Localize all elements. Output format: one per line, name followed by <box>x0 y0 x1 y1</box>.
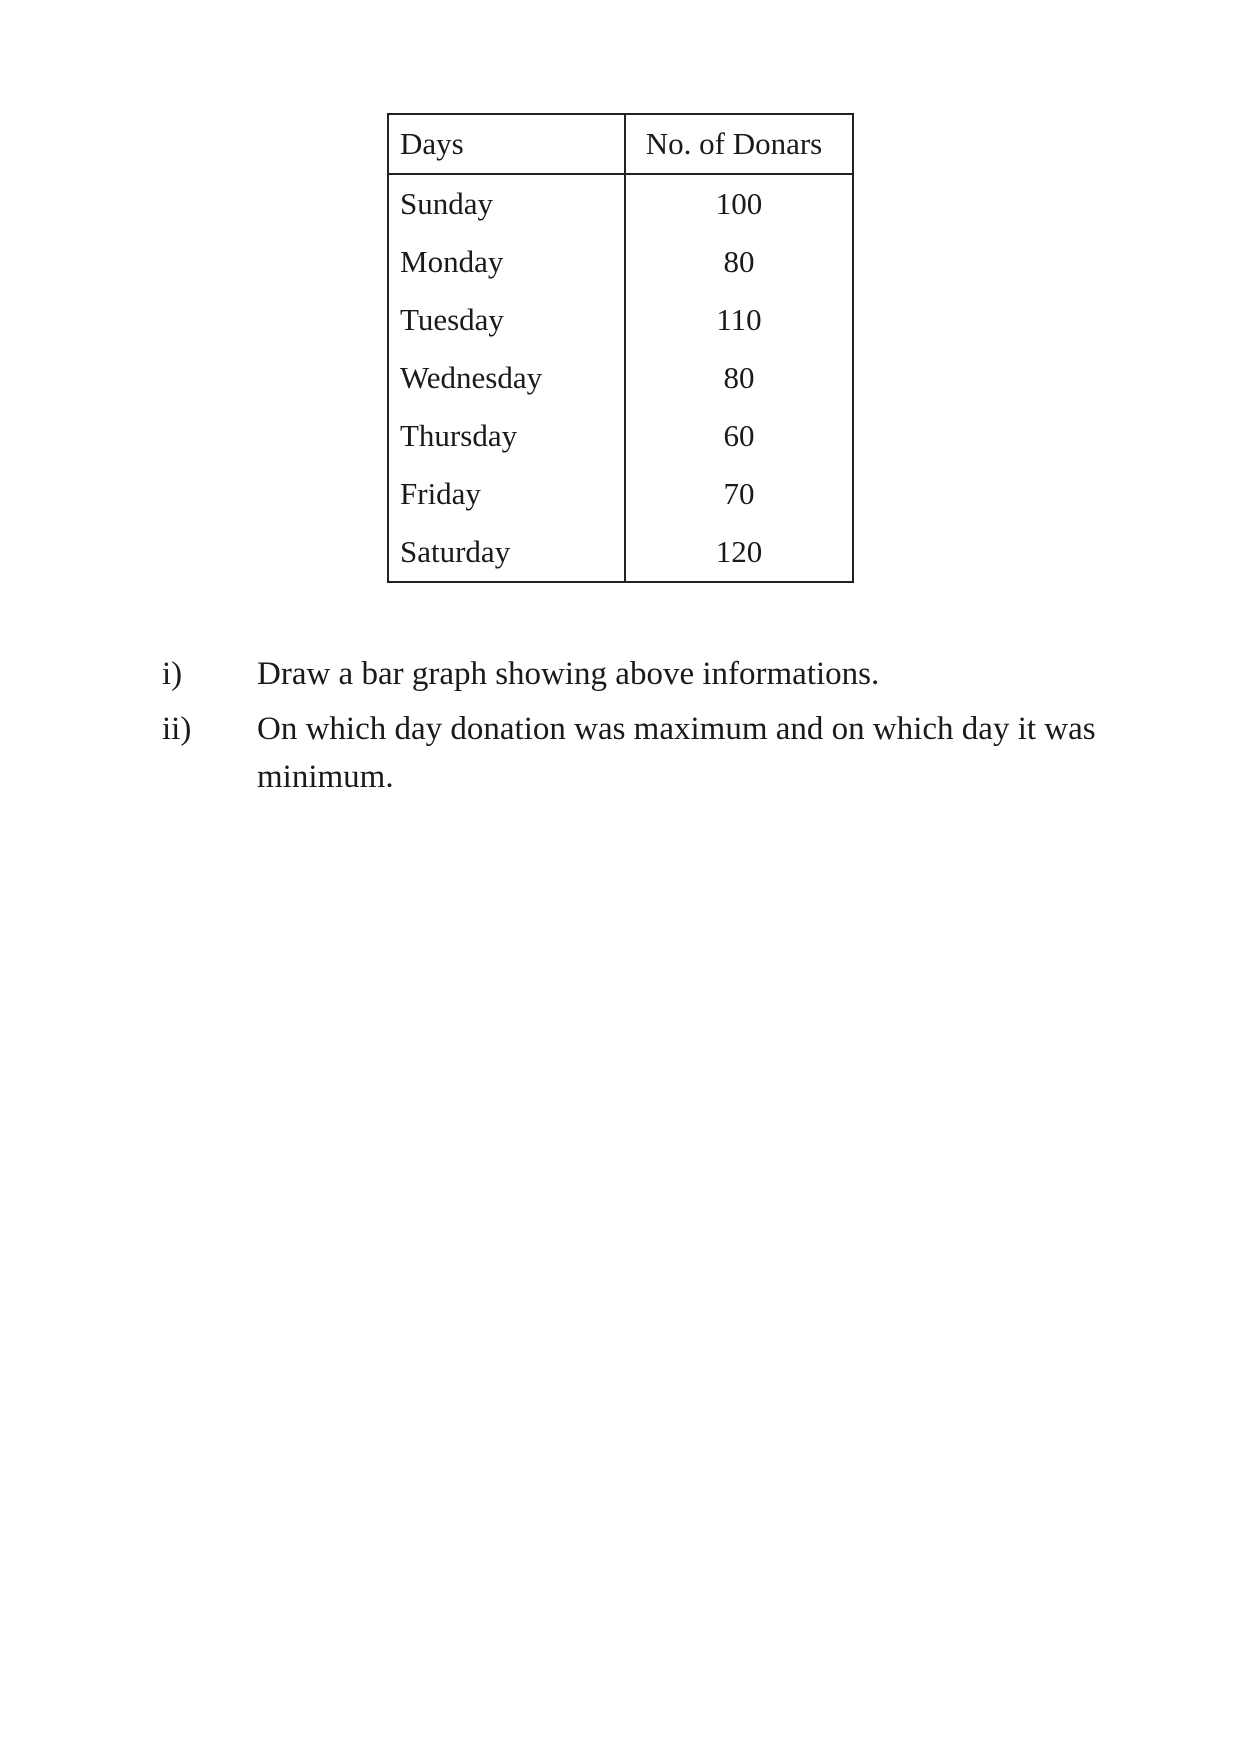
row-count: 110 <box>716 302 762 337</box>
row-day: Thursday <box>388 407 625 465</box>
question-text: Draw a bar graph showing above informations. <box>257 656 880 692</box>
questions-list <box>162 650 1172 808</box>
row-day: Wednesday <box>388 349 625 407</box>
row-count: 80 <box>723 244 755 279</box>
table-row <box>388 523 853 582</box>
table-row <box>388 349 853 407</box>
row-count: 120 <box>715 534 763 569</box>
row-count: 60 <box>723 418 755 453</box>
donors-table <box>387 113 854 583</box>
row-count: 70 <box>723 476 755 511</box>
table-header-row <box>388 114 853 174</box>
row-day: Friday <box>388 465 625 523</box>
row-count: 100 <box>715 186 763 221</box>
question-number: i) <box>162 656 183 692</box>
row-day: Sunday <box>388 174 625 233</box>
table-row <box>388 465 853 523</box>
header-donors: No. of Donars <box>625 114 853 174</box>
question-number: ii) <box>162 711 192 747</box>
question-text: On which day donation was maximum and on which day it was minimum. <box>257 711 1096 795</box>
question-item <box>162 650 1172 698</box>
table-row <box>388 174 853 233</box>
header-days: Days <box>388 114 625 174</box>
table-row <box>388 291 853 349</box>
row-day: Tuesday <box>388 291 625 349</box>
question-item <box>162 705 1172 801</box>
row-day: Monday <box>388 233 625 291</box>
table-row <box>388 233 853 291</box>
row-count: 80 <box>723 360 755 395</box>
table-row <box>388 407 853 465</box>
row-day: Saturday <box>388 523 625 582</box>
